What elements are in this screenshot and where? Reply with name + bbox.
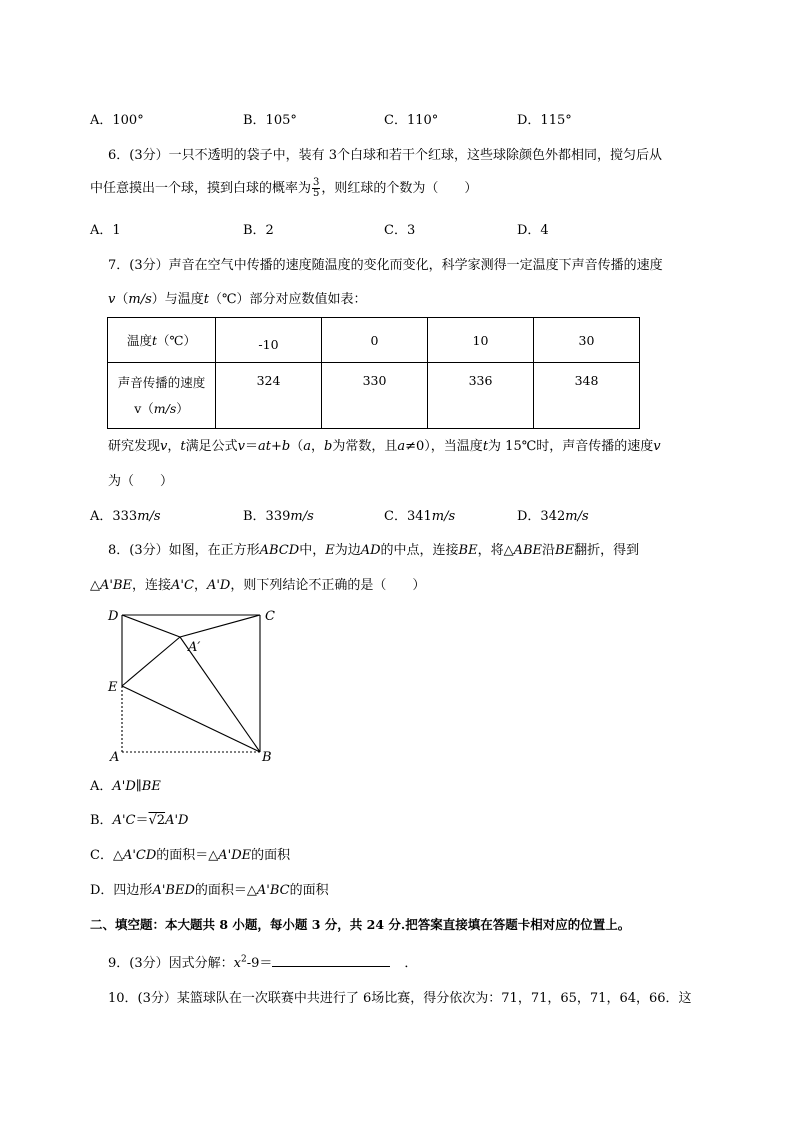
var-t: t	[180, 439, 186, 454]
desc-text: 研究发现	[108, 439, 161, 454]
math: E	[325, 543, 335, 558]
text: ，	[193, 578, 207, 593]
math: A'C	[171, 578, 194, 593]
q6-line2-post: ，则红球的个数为（ ）	[321, 181, 478, 196]
math: A'BC	[256, 883, 290, 898]
var-at: at	[258, 439, 271, 454]
math: A'DE	[218, 848, 252, 863]
q5-option-a: A．100°	[90, 113, 144, 128]
text-with-temp: ）与温度	[151, 292, 204, 307]
var-v: v	[108, 292, 116, 307]
equals: ＝	[245, 439, 259, 454]
unit-mps: m/s	[128, 292, 152, 307]
math: BE	[141, 779, 161, 794]
text-table-intro: （℃）部分对应数值如表：	[209, 292, 367, 307]
header-unit: （℃）	[157, 333, 197, 348]
equals: ＝	[135, 813, 149, 828]
table-cell: 30	[534, 318, 640, 363]
math: A'BE	[100, 578, 133, 593]
q6-line2-pre: 中任意摸出一个球，摸到白球的概率为	[90, 181, 312, 196]
table-cell: 336	[428, 363, 534, 429]
text: △	[90, 578, 100, 593]
fraction-denominator: 5	[313, 188, 320, 199]
q6-option-d: D．4	[517, 223, 549, 238]
text: 的面积	[289, 883, 329, 898]
math: A'D	[206, 578, 231, 593]
section-2-heading: 二、填空题：本大题共 8 小题，每小题 3 分，共 24 分.把答案直接填在答题卡相对应的位置上。	[90, 917, 631, 932]
q6-option-b: B．2	[243, 223, 274, 238]
var-v: v	[160, 439, 168, 454]
label-d: D	[108, 609, 119, 624]
var-v: v	[237, 439, 245, 454]
q8-option-a	[90, 780, 161, 793]
period: ．	[404, 956, 418, 971]
var-x: x	[233, 956, 241, 971]
q6-option-c: C．3	[384, 223, 416, 238]
header-text: 温度	[126, 333, 152, 348]
text: 的面积＝△	[156, 848, 219, 863]
math: BE	[458, 543, 478, 558]
label-a-prime: A′	[188, 640, 201, 655]
label-a: A	[110, 750, 120, 765]
q5-option-b: B．105°	[243, 113, 297, 128]
math: BE	[555, 543, 575, 558]
desc-text: （	[290, 439, 304, 454]
table-cell: 348	[534, 363, 640, 429]
q8-option-c	[90, 849, 290, 862]
q7-line-last: 为（ ）	[108, 474, 174, 489]
text: 沿	[542, 543, 556, 558]
label-b: B	[262, 750, 272, 765]
label-e: E	[108, 680, 118, 695]
option-value: D．342	[517, 509, 566, 524]
math: A'D	[165, 813, 189, 828]
segment-eb	[122, 686, 260, 752]
var-a: a	[303, 439, 312, 454]
math: A'C	[112, 813, 136, 828]
var-v: v	[653, 439, 661, 454]
option-value: C．341	[384, 509, 432, 524]
option-value: B．339	[243, 509, 291, 524]
header-text: 声音传播的速度	[117, 374, 206, 390]
desc-text: 满足公式	[185, 439, 238, 454]
desc-text: 为 15℃时，声音传播的速度	[488, 439, 654, 454]
option-unit: m/s	[431, 509, 456, 524]
plus: +	[271, 439, 282, 454]
var-b: b	[324, 439, 333, 454]
option-unit: m/s	[565, 509, 589, 524]
table-cell: 10	[428, 318, 534, 363]
sqrt-two: √2	[148, 813, 166, 828]
text: 9．(3分）因式分解：	[108, 956, 234, 971]
table-cell: 0	[322, 318, 428, 363]
q10-line1: 10．(3分）某篮球队在一次联赛中共进行了 6场比赛，得分依次为：71，71，65，71，64，66．这	[108, 991, 692, 1006]
header-close: ）	[176, 400, 189, 416]
math: A'CD	[122, 848, 157, 863]
math: A'D	[112, 779, 136, 794]
option-prefix: B．	[90, 813, 113, 828]
var-b: b	[281, 439, 291, 454]
text: 8．(3分）如图，在正方形	[108, 543, 260, 558]
text: 翻折，得到	[574, 543, 640, 558]
text: 的中点，连接	[380, 543, 459, 558]
var-a: a	[397, 439, 406, 454]
paren-open: （	[115, 292, 129, 307]
segment-ea-prime	[122, 637, 180, 686]
text: 的面积	[251, 848, 291, 863]
desc-text: ，	[311, 439, 325, 454]
math: AD	[360, 543, 381, 558]
q6-option-a: A．1	[90, 223, 121, 238]
desc-text: ，	[167, 439, 181, 454]
q6-line1: 6．(3分）一只不透明的袋子中，装有 3个白球和若干个红球，这些球除颜色外都相同，搅匀后从	[108, 148, 663, 163]
text: ，连接	[132, 578, 172, 593]
header-var: v（	[134, 400, 154, 416]
header-unit: m/s	[153, 400, 177, 416]
desc-text: 为常数，且	[332, 439, 398, 454]
math: A'BED	[152, 883, 195, 898]
fraction-numerator: 3	[313, 177, 320, 188]
q5-option-c: C．110°	[384, 113, 439, 128]
answer-blank[interactable]	[272, 955, 390, 967]
text: ，则下列结论不正确的是（ ）	[230, 578, 426, 593]
parallel-symbol: ∥	[135, 779, 142, 794]
text: -9＝	[246, 956, 273, 971]
text: 为边	[334, 543, 361, 558]
table-cell: -10	[216, 318, 322, 363]
desc-text: ≠0），当温度	[405, 439, 483, 454]
table-cell: 324	[216, 363, 322, 429]
text: 的面积＝△	[194, 883, 257, 898]
header-var: t	[152, 333, 158, 348]
q9-line	[108, 955, 417, 970]
text: ，将△	[477, 543, 514, 558]
label-c: C	[265, 609, 275, 624]
math: ABE	[513, 543, 543, 558]
option-value: A．333	[90, 509, 138, 524]
q5-option-d: D．115°	[517, 113, 572, 128]
segment-a-prime-c	[180, 615, 260, 637]
var-t: t	[482, 439, 489, 454]
segment-d-a-prime	[122, 615, 180, 637]
option-unit: m/s	[290, 509, 314, 524]
table-cell: 330	[322, 363, 428, 429]
text: 中，	[299, 543, 326, 558]
exponent: 2	[240, 954, 247, 965]
q8-option-d	[90, 884, 329, 897]
q8-option-b	[90, 814, 188, 827]
option-prefix: D．四边形	[90, 883, 153, 898]
q7-line1: 7．(3分）声音在空气中传播的速度随温度的变化而变化，科学家测得一定温度下声音传播的速度	[108, 258, 663, 273]
option-prefix: A．	[90, 779, 113, 794]
option-prefix: C．△	[90, 848, 123, 863]
var-t: t	[203, 292, 210, 307]
math: ABCD	[259, 543, 300, 558]
option-unit: m/s	[137, 509, 161, 524]
